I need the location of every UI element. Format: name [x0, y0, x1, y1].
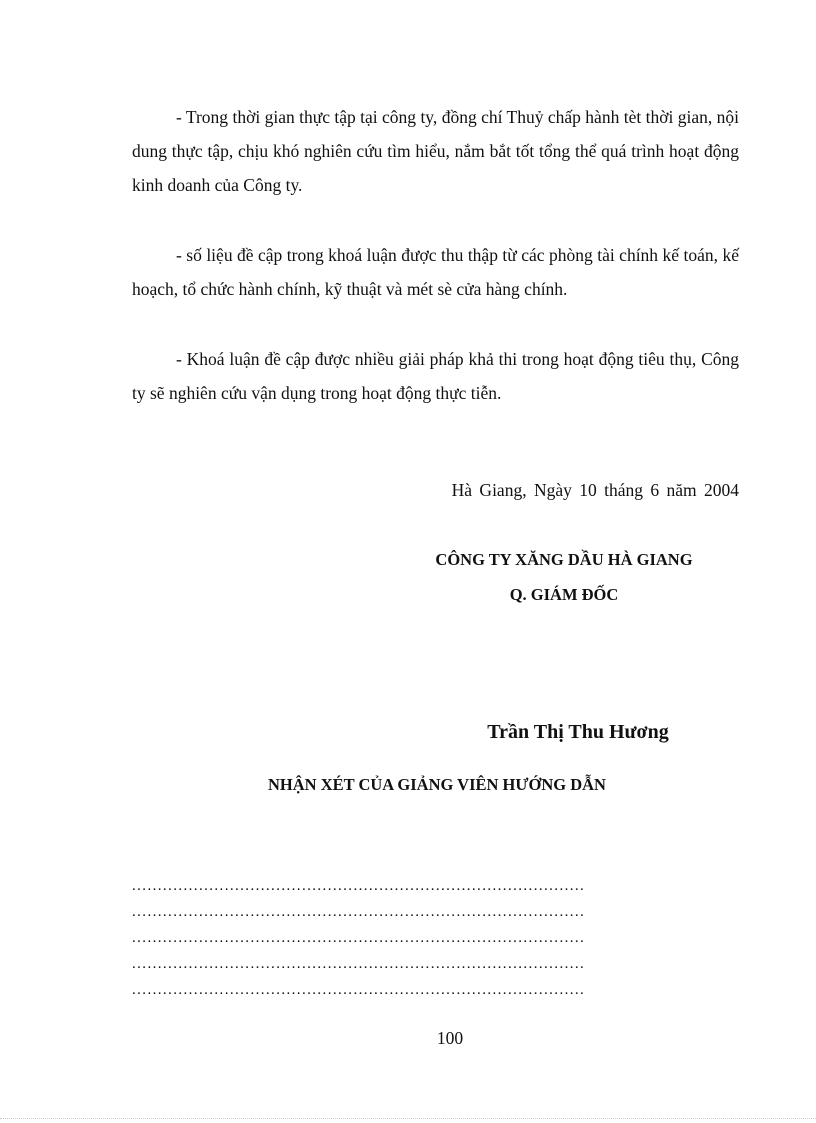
date-line: Hà Giang, Ngày 10 tháng 6 năm 2004	[451, 480, 739, 500]
signer-position: Q. GIÁM ĐỐC	[509, 585, 619, 604]
paragraph-text: - Trong thời gian thực tập tại công ty, đồng chí Thuỷ chấp hành tèt thời gian, nội dung thực tập, chịu khó nghiên cứu tìm hiểu, nắm bắt tốt tổng thể quá trình hoạt động kinh doanh của Công ty.	[132, 107, 739, 195]
dotted-fill-line: ........................................................................................	[132, 982, 586, 998]
page-number: 100	[436, 1028, 464, 1048]
paragraph-text: - Khoá luận đề cập được nhiều giải pháp khả thi trong hoạt động tiêu thụ, Công ty sẽ nghiên cứu vận dụng trong hoạt động thực tiễn.	[132, 349, 739, 403]
paragraph-text: - số liệu đề cập trong khoá luận được thu thập từ các phòng tài chính kế toán, kế hoạch, tổ chức hành chính, kỹ thuật và mét sè cửa hàng chính.	[132, 245, 739, 299]
section-title: NHẬN XÉT CỦA GIẢNG VIÊN HƯỚNG DẪN	[268, 775, 606, 794]
dotted-fill-line: ........................................................................................	[132, 878, 586, 894]
company-name: CÔNG TY XĂNG DẦU HÀ GIANG	[435, 550, 693, 569]
paragraph-internship-evaluation	[132, 100, 739, 202]
page-bottom-divider	[0, 1118, 816, 1119]
signer-name: Trần Thị Thu Hương	[487, 721, 669, 743]
dotted-fill-line: ........................................................................................	[132, 904, 586, 920]
dotted-fill-line: ........................................................................................	[132, 930, 586, 946]
dotted-fill-line: ........................................................................................	[132, 956, 586, 972]
paragraph-data-sources	[132, 238, 739, 306]
paragraph-solutions	[132, 342, 739, 410]
